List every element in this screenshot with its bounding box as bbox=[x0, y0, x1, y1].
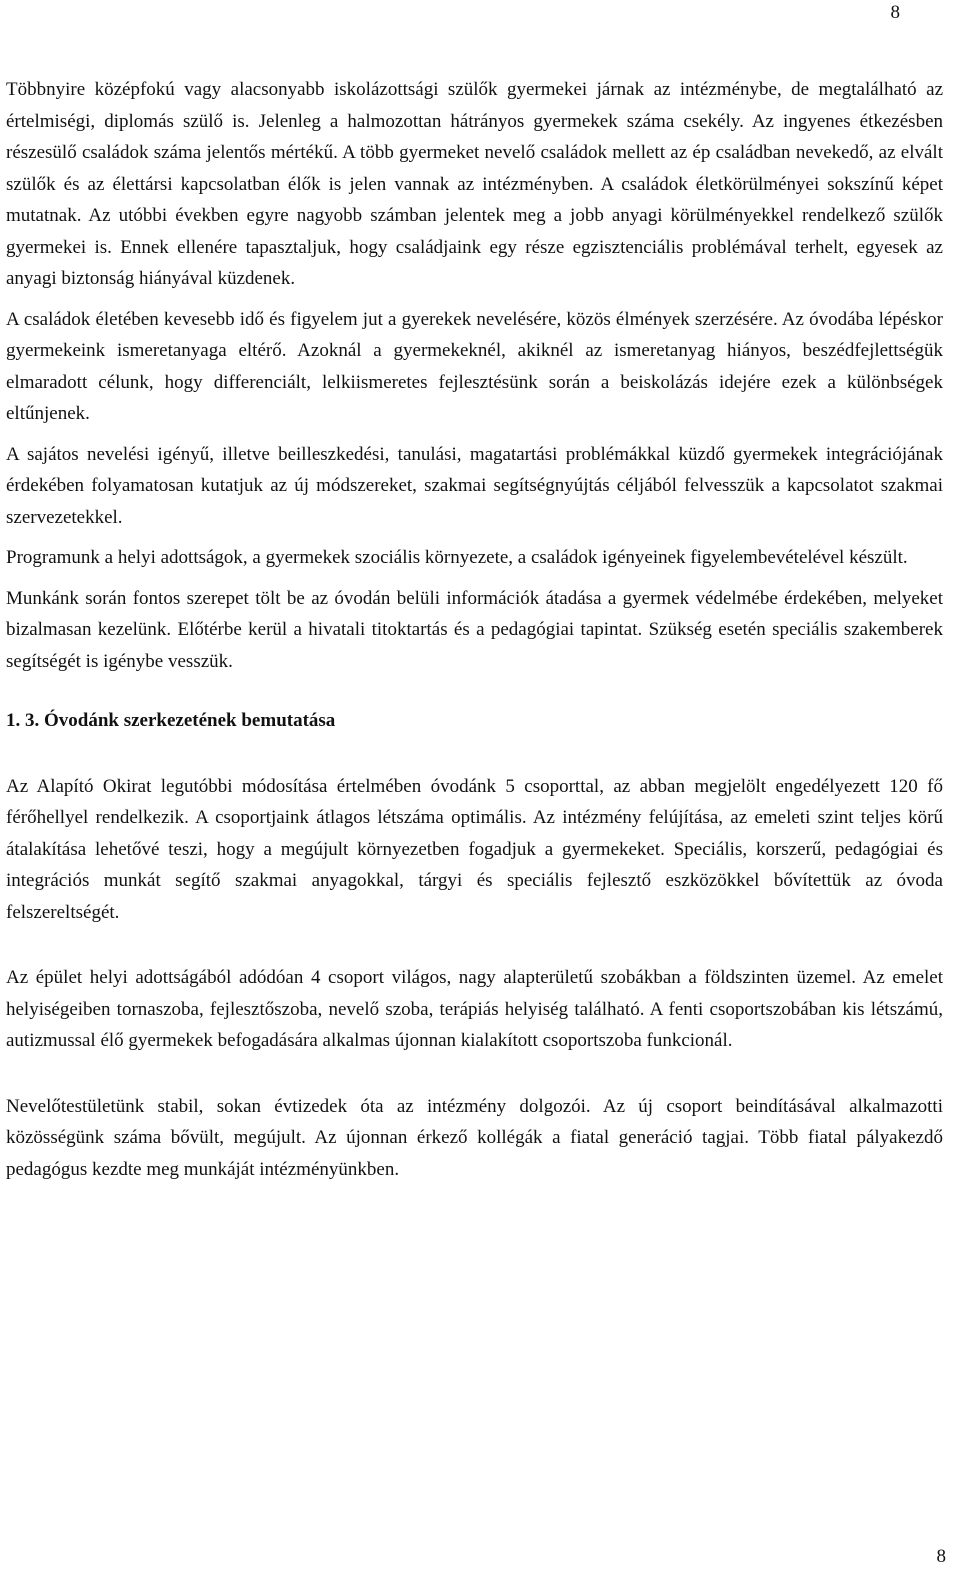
page-number-bottom: 8 bbox=[936, 1546, 946, 1567]
section-heading: 1. 3. Óvodánk szerkezetének bemutatása bbox=[6, 710, 336, 731]
paragraph-building: Az épület helyi adottságából adódóan 4 csoport világos, nagy alapterületű szobákban a földszinten üzemel. Az emelet helyiségeiben tornaszoba, fejlesztőszoba, nevelő szoba, terápiás helyiség található. A fenti csoportszobában kis létszámú, autizmussal élő gyermekek befogadására alkalmas újonnan kialakított csoportszoba funkcionál. bbox=[6, 967, 943, 1051]
paragraph-program: Programunk a helyi adottságok, a gyermekek szociális környezete, a családok igényeinek figyelembevételével készült. bbox=[6, 547, 908, 568]
paragraph-confidentiality: Munkánk során fontos szerepet tölt be az óvodán belüli információk átadása a gyermek védelmébe érdekében, melyeket bizalmasan kezelünk. Előtérbe kerül a hivatali titoktartás és a pedagógiai tapintat. Szükség esetén speciális szakemberek segítségét is igénybe vesszük. bbox=[6, 587, 943, 672]
page-number-top: 8 bbox=[890, 2, 900, 23]
paragraph-special-needs: A sajátos nevelési igényű, illetve beilleszkedési, tanulási, magatartási problémákkal küzdő gyermekek integrációjának érdekében folyamatosan kutatjuk az új módszereket, szakmai segítségnyújtás céljából felvesszük a kapcsolatot szakmai szervezetekkel. bbox=[6, 443, 943, 528]
paragraph-staff: Nevelőtestületünk stabil, sokan évtizedek óta az intézmény dolgozói. Az új csoport beindításával alkalmazotti közösségünk száma bővült, megújult. Az újonnan érkező kollégák a fiatal generáció tagjai. Több fiatal pályakezdő pedagógus kezdte meg munkáját intézményünkben. bbox=[6, 1095, 943, 1180]
paragraph-family-life: A családok életében kevesebb idő és figyelem jut a gyerekek nevelésére, közös élmények szerzésére. Az óvodába lépéskor gyermekeink ismeretanyaga eltérő. Azoknál a gyermekeknél, akiknél az ismeretanyag hiányos, beszédfejlettségük elmaradott célunk, hogy differenciált, lelkiismeretes fejlesztésünk során a beiskolázás idejére ezek a különbségek eltűnjenek. bbox=[6, 308, 943, 424]
paragraph-families: Többnyire középfokú vagy alacsonyabb iskolázottsági szülők gyermekei járnak az intézménybe, de megtalálható az értelmiségi, diplomás szülő is. Jelenleg a halmozottan hátrányos gyermekek száma csekély. Az ingyenes étkezésben részesülő családok száma jelentős mértékű. A több gyermeket nevelő családok mellett az ép családban nevekedő, az elvált szülők és az élettársi kapcsolatban élők is jelen vannak az intézményben. A családok életkörülményei sokszínű képet mutatnak. Az utóbbi években egyre nagyobb számban jelentek meg a jobb anyagi körülményekkel rendelkező szülők gyermekei is. Ennek ellenére tapasztaljuk, hogy családjaink egy része egzisztenciális problémával terhelt, egyesek az anyagi biztonság hiányával küzdenek. bbox=[6, 79, 943, 289]
document-body bbox=[6, 74, 943, 1185]
paragraph-founding-document: Az Alapító Okirat legutóbbi módosítása értelmében óvodánk 5 csoporttal, az abban megjelölt engedélyezett 120 fő férőhellyel rendelkezik. A csoportjaink átlagos létszáma optimális. Az intézmény felújítása, az emeleti szint teljes körű átalakítása lehetővé teszi, hogy a megújult környezetben fogadjuk a gyermekeket. Speciális, korszerű, pedagógiai és integrációs munkát segítő szakmai anyagokkal, tárgyi és speciális fejlesztő eszközökkel bővítettük az óvoda felszereltségét. bbox=[6, 775, 943, 923]
